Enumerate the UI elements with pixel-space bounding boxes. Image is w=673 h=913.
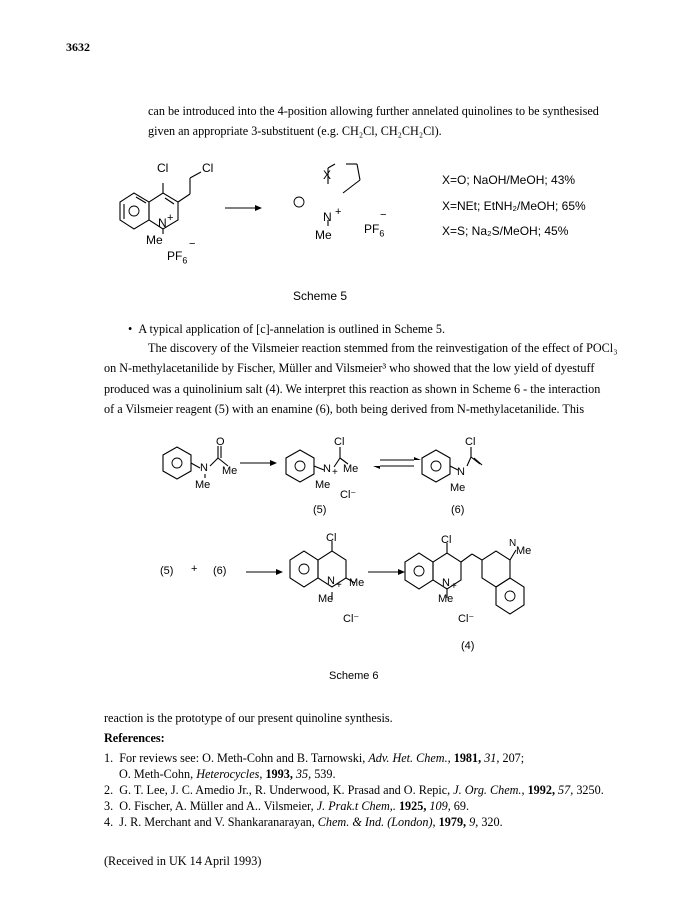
s6-n-mid: N [327,575,335,587]
para-line-3: produced was a quinolinium salt (4). We interpret this reaction as shown in Scheme 6 - the interaction [104,382,601,396]
scheme5-x-label: X [323,168,332,182]
scheme5-left-pf6: $PF_6$ [167,249,188,266]
s6-n-4b: N [509,538,517,549]
reference-3: 3. O. Fischer, A. Müller and A.. Vilsmeier, J. Prak.t Chem,. 1925, 109, 69. [104,799,470,813]
s6-me-5a: Me [343,463,359,475]
reference-4: 4. J. R. Merchant and V. Shankaranarayan, Chem. & Ind. (London), 1979, 9, 320. [104,815,503,829]
s6-me2: Me [195,479,211,491]
reference-1b: O. Meth-Cohn, Heterocycles, 1993, 35, 539. [119,767,336,781]
scheme5-left-me: Me [146,233,163,247]
scheme5-left-pf6-charge: − [189,238,196,250]
s6-cl-6: Cl [465,436,476,448]
scheme5-chain-cl: Cl [202,161,214,175]
condition-2: X=NEt; EtNH₂/MeOH; 65% [442,199,586,213]
received-note: (Received in UK 14 April 1993) [104,854,262,868]
s6-me-mid-a: Me [349,577,365,589]
para-line-4: of a Vilsmeier reagent (5) with an enamine (6), both being derived from N-methylacetanilide. This [104,402,585,416]
s6-n-6: N [457,466,465,478]
scheme5-right-me: Me [315,228,332,242]
s6-clminus-mid: Cl⁻ [343,613,360,625]
s6-reactant-6: (6) [213,565,227,577]
condition-3: X=S; Na₂S/MeOH; 45% [442,224,569,238]
page-number: 3632 [66,40,90,54]
s6-o: O [216,436,225,448]
references-heading: References: [104,731,165,745]
s6-me-mid-b: Me [318,593,334,605]
s6-me-4b: Me [516,545,532,557]
s6-n-4: N [442,577,450,589]
para-line-1: The discovery of the Vilsmeier reaction stemmed from the reinvestigation of the effect of POCl₃ [148,341,618,355]
reference-1: 1. For reviews see: O. Meth-Cohn and B. Tarnowski, Adv. Het. Chem., 1981, 31, 207; [104,751,525,765]
s6-label-5: (5) [313,504,327,516]
s6-plus-4: + [451,581,457,592]
scheme5-left-plus: + [167,212,174,224]
scheme5-ring-cl: Cl [157,161,169,175]
scheme5-right-n: N [323,210,332,224]
s6-n-5: N [323,463,331,475]
intro-line-2: given an appropriate 3-substituent (e.g. CH₂Cl, CH₂CH₂Cl). [148,124,442,138]
scheme6-caption: Scheme 6 [329,670,379,682]
s6-cl-5: Cl [334,436,345,448]
s6-plus-mid: + [336,580,342,591]
after-line: reaction is the prototype of our present quinoline synthesis. [104,711,393,725]
reference-2: 2. G. T. Lee, J. C. Amedio Jr., R. Underwood, K. Prasad and O. Repic, J. Org. Chem., 1992, 57, 3250. [104,783,604,797]
s6-cl-4: Cl [441,534,452,546]
s6-me-6: Me [450,482,466,494]
s6-clminus-5: Cl⁻ [340,489,357,501]
condition-1: X=O; NaOH/MeOH; 43% [442,173,576,187]
s6-me1: Me [222,465,238,477]
s6-me-5b: Me [315,479,331,491]
s6-label-4: (4) [461,640,475,652]
scheme5-right-pf6: $PF_6$ [364,222,385,239]
s6-label-6: (6) [451,504,465,516]
scheme-6-diagram [0,420,673,660]
s6-reactant-5: (5) [160,565,174,577]
bullet-line: • A typical application of [c]-annelation is outlined in Scheme 5. [128,322,446,336]
scheme5-right-plus: + [335,206,342,218]
scheme5-right-pf6-charge: − [380,209,387,221]
scheme5-left-n: N [158,216,167,230]
s6-reactant-plus: + [191,563,198,575]
s6-clminus-4: Cl⁻ [458,613,475,625]
scheme5-caption: Scheme 5 [293,289,348,303]
s6-me-4a: Me [438,593,454,605]
para-line-2: on N-methylacetanilide by Fischer, Müller and Vilsmeier³ who showed that the low yield of dyestuff [104,361,595,375]
s6-n1: N [200,462,208,474]
s6-cl-mid: Cl [326,532,337,544]
intro-line-1: can be introduced into the 4-position allowing further annelated quinolines to be synthesised [148,104,599,118]
s6-plus-5: + [332,467,338,478]
